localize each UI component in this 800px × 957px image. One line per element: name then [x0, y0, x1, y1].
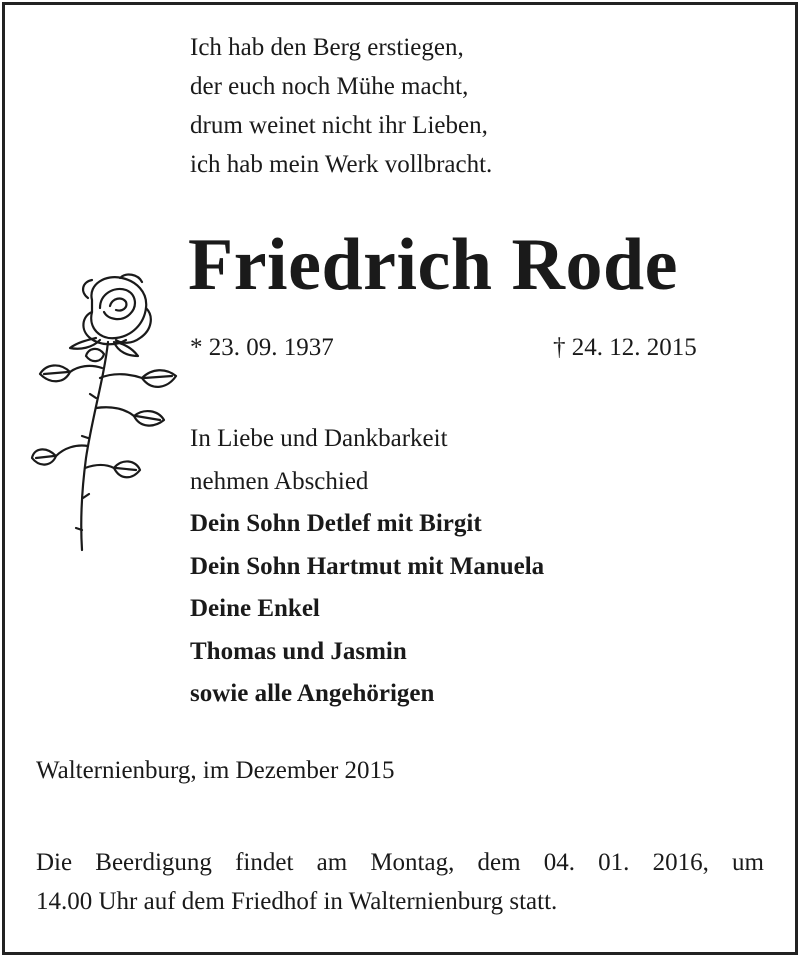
- mourner-name: Dein Sohn Detlef mit Birgit: [190, 510, 482, 537]
- funeral-notice-line: 14.00 Uhr auf dem Friedhof in Walternienburg statt.: [36, 888, 558, 915]
- mourners-block: [190, 418, 544, 716]
- poem-line: drum weinet nicht ihr Lieben,: [190, 112, 488, 139]
- poem-line: ich hab mein Werk vollbracht.: [190, 151, 493, 178]
- poem-line: Ich hab den Berg erstiegen,: [190, 34, 464, 61]
- funeral-notice-line: Die Beerdigung findet am Montag, dem 04. 01. 2016, um: [36, 849, 764, 876]
- mourner-name: sowie alle Angehörigen: [190, 680, 435, 707]
- deceased-name: Friedrich Rode: [188, 224, 678, 306]
- mourners-intro-line: nehmen Abschied: [190, 467, 369, 495]
- death-date: † 24. 12. 2015: [553, 334, 697, 361]
- poem-line: der euch noch Mühe macht,: [190, 73, 469, 100]
- rose-icon: [30, 268, 180, 558]
- mourner-name: Deine Enkel: [190, 595, 320, 622]
- mourner-name: Dein Sohn Hartmut mit Manuela: [190, 552, 545, 580]
- mourners-intro-line: In Liebe und Dankbarkeit: [190, 425, 448, 452]
- poem: [190, 28, 492, 184]
- funeral-notice: [36, 843, 764, 921]
- birth-date: * 23. 09. 1937: [190, 334, 334, 361]
- place-and-date: Walternienburg, im Dezember 2015: [36, 757, 395, 784]
- mourner-name: Thomas und Jasmin: [190, 637, 407, 665]
